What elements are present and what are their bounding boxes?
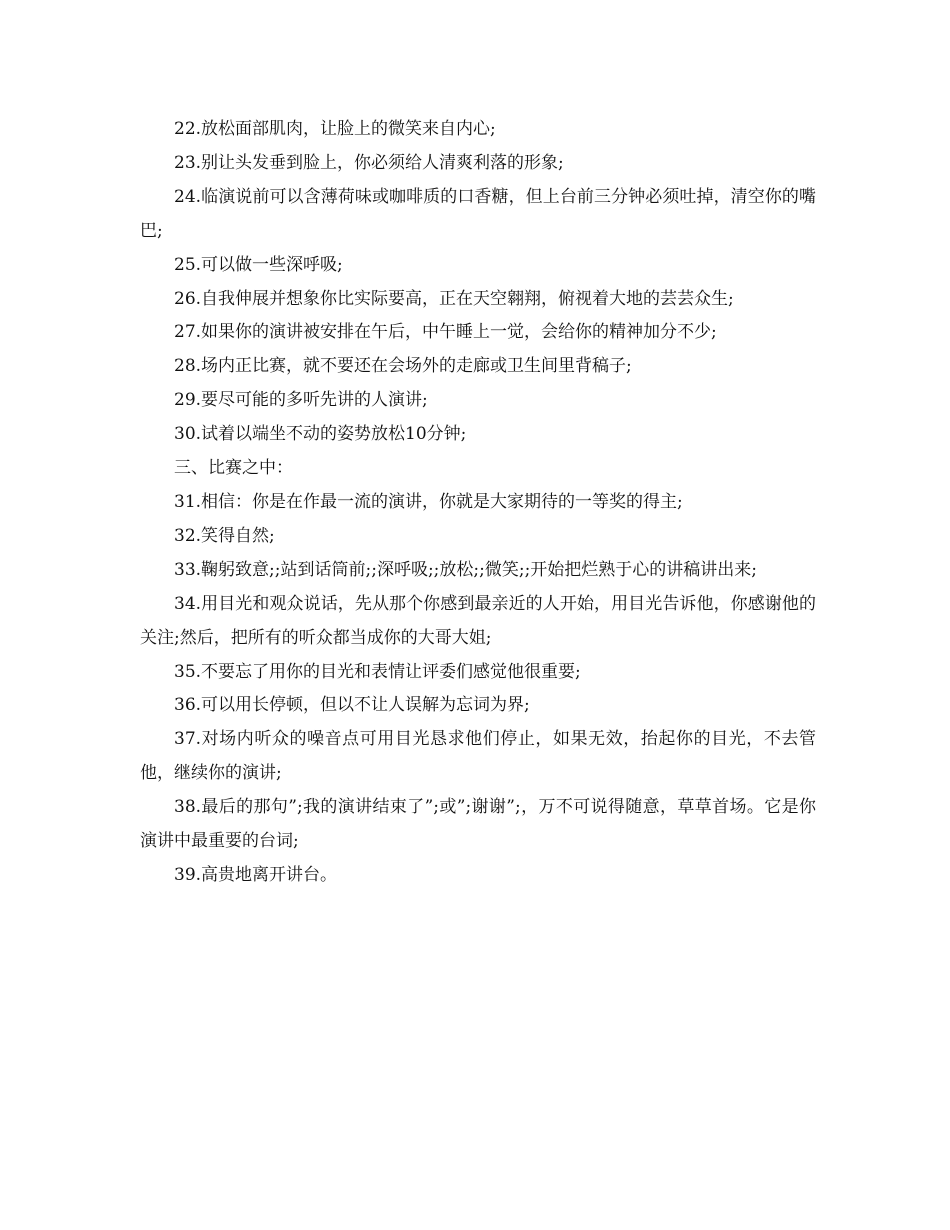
list-item-35: 35.不要忘了用你的目光和表情让评委们感觉他很重要; [174,661,581,682]
list-item-39: 39.高贵地离开讲台。 [174,864,338,885]
list-item-36: 36.可以用长停顿，但以不让人误解为忘词为界; [174,695,530,716]
list-item-37: 37.对场内听众的噪音点可用目光恳求他们停止，如果无效，抬起你的目光，不去管他，继续你的演讲; [140,729,816,784]
list-item-23: 23.别让头发垂到脸上，你必须给人清爽利落的形象; [174,152,564,173]
list-item-34: 34.用目光和观众说话，先从那个你感到最亲近的人开始，用目光告诉他，你感谢他的关注;然后，把所有的听众都当成你的大哥大姐; [140,593,816,648]
list-item-22: 22.放松面部肌肉，让脸上的微笑来自内心; [174,119,496,139]
list-item-27: 27.如果你的演讲被安排在午后，中午睡上一觉，会给你的精神加分不少; [174,322,717,343]
list-item-32: 32.笑得自然; [174,525,275,546]
list-item-38: 38.最后的那句”;我的演讲结束了”;或”;谢谢”;，万不可说得随意，草草首场。它是你演讲中最重要的台词; [140,797,816,852]
list-item-29: 29.要尽可能的多听先讲的人演讲; [174,390,428,411]
list-item-24: 24.临演说前可以含薄荷味或咖啡质的口香糖，但上台前三分钟必须吐掉，清空你的嘴巴; [140,186,816,241]
list-item-33: 33.鞠躬致意;;站到话筒前;;深呼吸;;放松;;微笑;;开始把烂熟于心的讲稿讲出来; [174,559,758,580]
list-item-30: 30.试着以端坐不动的姿势放松10分钟; [174,424,467,445]
list-item-26: 26.自我伸展并想象你比实际要高，正在天空翱翔，俯视着大地的芸芸众生; [174,288,734,309]
list-item-25: 25.可以做一些深呼吸; [174,254,343,275]
section-heading: 三、比赛之中： [174,458,293,479]
list-item-28: 28.场内正比赛，就不要还在会场外的走廊或卫生间里背稿子; [174,356,632,377]
list-item-31: 31.相信：你是在作最一流的演讲，你就是大家期待的一等奖的得主; [174,491,683,512]
document-body [140,113,816,893]
